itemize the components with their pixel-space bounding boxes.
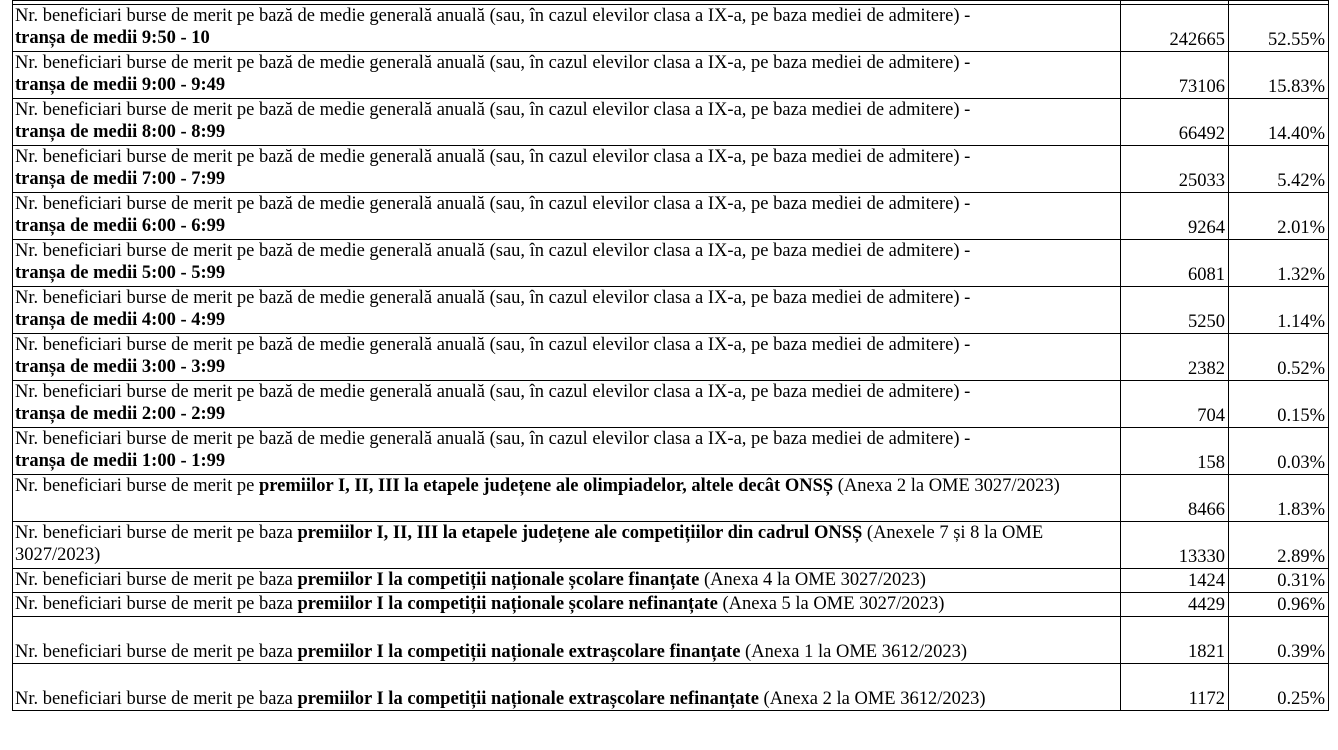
row-percent: 0.03% — [1229, 428, 1329, 475]
table-row — [13, 569, 1329, 593]
row-description-line: Nr. beneficiari burse de merit pe bază de medie generală anuală (sau, în cazul elevilor clasa a IX-a, pe baza mediei de admitere) - — [15, 53, 971, 73]
row-description-bold: premiilor I, II, III la etapele județene ale olimpiadelor, altele decât ONSȘ — [259, 476, 834, 496]
row-tranche-label: tranșa de medii 6:00 - 6:99 — [15, 216, 226, 236]
row-description-post: (Anexele 7 și 8 la OME 3027/2023) — [15, 523, 1044, 565]
row-percent: 0.15% — [1229, 381, 1329, 428]
row-percent: 2.89% — [1229, 522, 1329, 569]
row-count: 1172 — [1121, 664, 1229, 711]
row-description-post: (Anexa 4 la OME 3027/2023) — [699, 570, 926, 590]
row-description — [13, 52, 1121, 99]
row-description-bold: premiilor I la competiții naționale extrașcolare nefinanțate — [297, 689, 759, 709]
row-description — [13, 193, 1121, 240]
row-count: 5250 — [1121, 287, 1229, 334]
row-description-pre: Nr. beneficiari burse de merit pe baza — [15, 523, 298, 543]
row-count: 2382 — [1121, 334, 1229, 381]
row-count: 158 — [1121, 428, 1229, 475]
row-percent: 15.83% — [1229, 52, 1329, 99]
row-percent: 1.14% — [1229, 287, 1329, 334]
row-description — [13, 593, 1121, 617]
row-percent: 0.31% — [1229, 569, 1329, 593]
row-count: 1821 — [1121, 617, 1229, 664]
row-percent: 0.25% — [1229, 664, 1329, 711]
row-description-bold: premiilor I la competiții naționale școlare finanțate — [297, 570, 700, 590]
row-description-bold: premiilor I la competiții naționale extrașcolare finanțate — [297, 642, 741, 662]
row-percent: 0.52% — [1229, 334, 1329, 381]
row-description — [13, 287, 1121, 334]
table-row — [13, 99, 1329, 146]
row-description-post: (Anexa 2 la OME 3027/2023) — [833, 476, 1060, 496]
row-description-post: (Anexa 2 la OME 3612/2023) — [758, 689, 986, 709]
table-row — [13, 381, 1329, 428]
table-row — [13, 193, 1329, 240]
row-description — [13, 664, 1121, 711]
row-description — [13, 428, 1121, 475]
row-description — [13, 240, 1121, 287]
table-row — [13, 664, 1329, 711]
row-description-line: Nr. beneficiari burse de merit pe bază de medie generală anuală (sau, în cazul elevilor clasa a IX-a, pe baza mediei de admitere) - — [15, 194, 971, 214]
table-row — [13, 334, 1329, 381]
row-tranche-label: tranșa de medii 9:50 - 10 — [15, 28, 210, 48]
row-tranche-label: tranșa de medii 5:00 - 5:99 — [15, 263, 226, 283]
row-description-line: Nr. beneficiari burse de merit pe bază de medie generală anuală (sau, în cazul elevilor clasa a IX-a, pe baza mediei de admitere) - — [15, 288, 971, 308]
row-description — [13, 569, 1121, 593]
row-percent: 1.83% — [1229, 475, 1329, 522]
table-row — [13, 522, 1329, 569]
row-description — [13, 475, 1121, 522]
row-description-line: Nr. beneficiari burse de merit pe bază de medie generală anuală (sau, în cazul elevilor clasa a IX-a, pe baza mediei de admitere) - — [15, 147, 971, 167]
row-description — [13, 617, 1121, 664]
table-row — [13, 475, 1329, 522]
row-description-line: Nr. beneficiari burse de merit pe bază de medie generală anuală (sau, în cazul elevilor clasa a IX-a, pe baza mediei de admitere) - — [15, 241, 971, 261]
row-description-line: Nr. beneficiari burse de merit pe bază de medie generală anuală (sau, în cazul elevilor clasa a IX-a, pe baza mediei de admitere) - — [15, 429, 971, 449]
row-count: 9264 — [1121, 193, 1229, 240]
table-row — [13, 617, 1329, 664]
table-row — [13, 287, 1329, 334]
row-count: 73106 — [1121, 52, 1229, 99]
row-tranche-label: tranșa de medii 4:00 - 4:99 — [15, 310, 226, 330]
row-description-pre: Nr. beneficiari burse de merit pe baza — [15, 570, 298, 590]
row-description-pre: Nr. beneficiari burse de merit pe baza — [15, 689, 298, 709]
row-percent: 2.01% — [1229, 193, 1329, 240]
row-percent: 52.55% — [1229, 5, 1329, 52]
table-row — [13, 593, 1329, 617]
table-row — [13, 52, 1329, 99]
row-description — [13, 522, 1121, 569]
row-description-line: Nr. beneficiari burse de merit pe bază de medie generală anuală (sau, în cazul elevilor clasa a IX-a, pe baza mediei de admitere) - — [15, 100, 971, 120]
row-description — [13, 99, 1121, 146]
row-description-pre: Nr. beneficiari burse de merit pe baza — [15, 642, 298, 662]
row-count: 4429 — [1121, 593, 1229, 617]
row-description-pre: Nr. beneficiari burse de merit pe — [15, 476, 259, 496]
row-tranche-label: tranșa de medii 1:00 - 1:99 — [15, 451, 226, 471]
row-description-line: Nr. beneficiari burse de merit pe bază de medie generală anuală (sau, în cazul elevilor clasa a IX-a, pe baza mediei de admitere) - — [15, 382, 971, 402]
row-tranche-label: tranșa de medii 8:00 - 8:99 — [15, 122, 226, 142]
table-row — [13, 5, 1329, 52]
row-count: 1424 — [1121, 569, 1229, 593]
row-count: 25033 — [1121, 146, 1229, 193]
row-description-line: Nr. beneficiari burse de merit pe bază de medie generală anuală (sau, în cazul elevilor clasa a IX-a, pe baza mediei de admitere) - — [15, 6, 971, 26]
row-description-bold: premiilor I, II, III la etapele județene ale competițiilor din cadrul ONSȘ — [297, 523, 863, 543]
row-percent: 0.96% — [1229, 593, 1329, 617]
row-count: 13330 — [1121, 522, 1229, 569]
table-row — [13, 240, 1329, 287]
row-description-bold: premiilor I la competiții naționale școlare nefinanțate — [297, 594, 718, 614]
row-tranche-label: tranșa de medii 3:00 - 3:99 — [15, 357, 226, 377]
table-row — [13, 428, 1329, 475]
row-description — [13, 146, 1121, 193]
row-count: 704 — [1121, 381, 1229, 428]
row-percent: 1.32% — [1229, 240, 1329, 287]
row-description-pre: Nr. beneficiari burse de merit pe baza — [15, 594, 298, 614]
row-count: 6081 — [1121, 240, 1229, 287]
row-tranche-label: tranșa de medii 2:00 - 2:99 — [15, 404, 226, 424]
merit-scholarship-table — [12, 0, 1329, 711]
row-description-line: Nr. beneficiari burse de merit pe bază de medie generală anuală (sau, în cazul elevilor clasa a IX-a, pe baza mediei de admitere) - — [15, 335, 971, 355]
row-description-post: (Anexa 1 la OME 3612/2023) — [740, 642, 968, 662]
row-percent: 0.39% — [1229, 617, 1329, 664]
row-description — [13, 381, 1121, 428]
row-percent: 14.40% — [1229, 99, 1329, 146]
row-count: 8466 — [1121, 475, 1229, 522]
row-tranche-label: tranșa de medii 7:00 - 7:99 — [15, 169, 226, 189]
table-row — [13, 146, 1329, 193]
row-description-post: (Anexa 5 la OME 3027/2023) — [717, 594, 945, 614]
row-count: 242665 — [1121, 5, 1229, 52]
row-percent: 5.42% — [1229, 146, 1329, 193]
row-description — [13, 334, 1121, 381]
row-description — [13, 5, 1121, 52]
row-tranche-label: tranșa de medii 9:00 - 9:49 — [15, 75, 226, 95]
row-count: 66492 — [1121, 99, 1229, 146]
